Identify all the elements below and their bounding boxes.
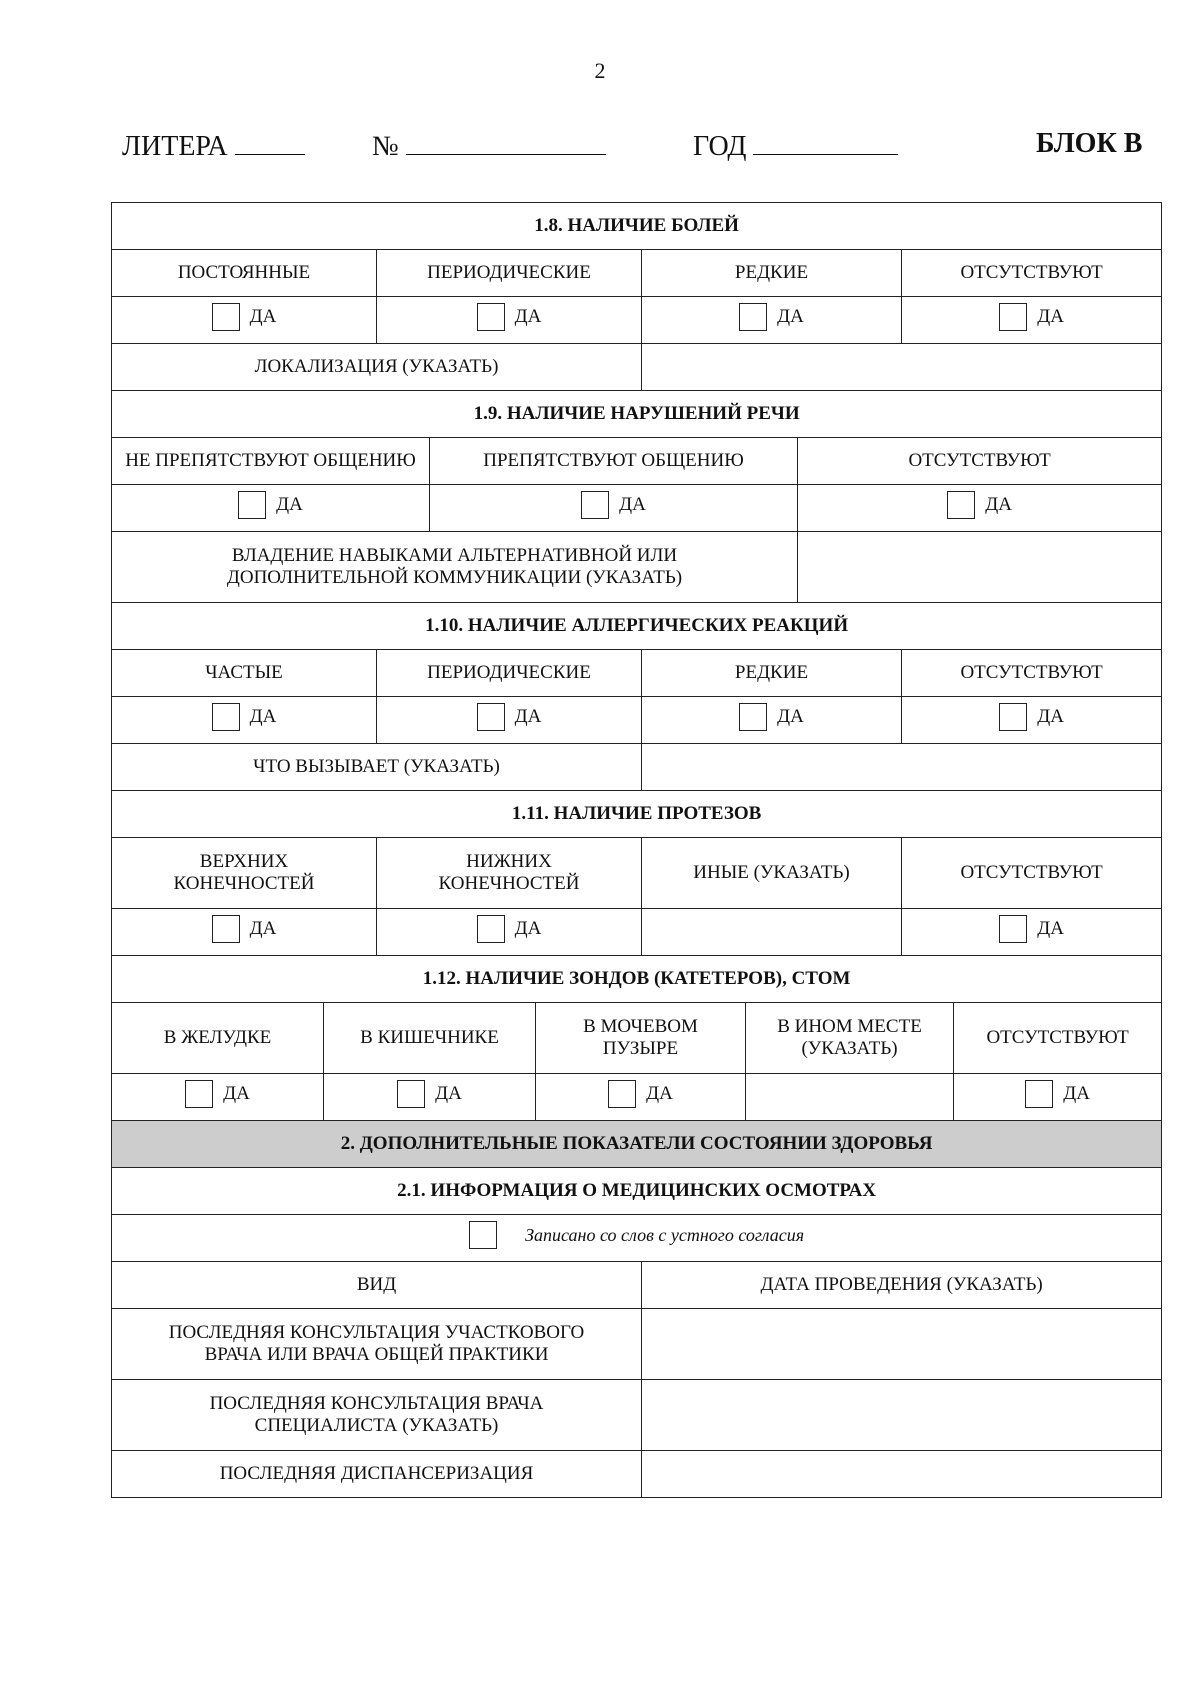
tube-bladder-line2: ПУЗЫРЕ [602,1038,679,1059]
pain-periodic-header: ПЕРИОДИЧЕСКИЕ [377,250,642,297]
pain-periodic-checkbox[interactable] [477,303,505,331]
pain-localization-label: ЛОКАЛИЗАЦИЯ (УКАЗАТЬ) [112,344,642,391]
tube-absent-header: ОТСУТСТВУЮТ [954,1003,1162,1074]
speech-not-hinder-checkbox[interactable] [238,491,266,519]
alt-communication-line1: ВЛАДЕНИЕ НАВЫКАМИ АЛЬТЕРНАТИВНОЙ ИЛИ [231,545,678,566]
tube-intestine-checkbox[interactable] [397,1080,425,1108]
tube-bladder-checkbox[interactable] [608,1080,636,1108]
tube-other-line1: В ИНОМ МЕСТЕ [777,1016,922,1037]
gp-consultation-date-input[interactable] [642,1309,1162,1380]
section-1-12-title: 1.12. НАЛИЧИЕ ЗОНДОВ (КАТЕТЕРОВ), СТОМ [112,956,1162,1003]
yes-label: ДА [619,494,646,515]
yes-label: ДА [249,306,277,327]
year-blank[interactable] [753,128,898,155]
prosthesis-lower-header [377,838,642,909]
yes-label: ДА [276,494,303,515]
gp-consultation-label [112,1309,642,1380]
section-2-1-title: 2.1. ИНФОРМАЦИЯ О МЕДИЦИНСКИХ ОСМОТРАХ [112,1168,1162,1215]
speech-absent-cell [798,485,1162,532]
tube-bladder-line1: В МОЧЕВОМ [583,1016,698,1037]
prosthesis-upper-header [112,838,377,909]
exam-date-header: ДАТА ПРОВЕДЕНИЯ (УКАЗАТЬ) [642,1262,1162,1309]
pain-constant-header: ПОСТОЯННЫЕ [112,250,377,297]
pain-absent-header: ОТСУТСТВУЮТ [902,250,1162,297]
yes-label: ДА [1037,306,1064,327]
consent-checkbox[interactable] [469,1221,497,1249]
yes-label: ДА [1037,706,1064,727]
tube-other-input[interactable] [746,1074,954,1121]
page-number: 2 [594,58,606,83]
allergy-cause-label: ЧТО ВЫЗЫВАЕТ (УКАЗАТЬ) [112,744,642,791]
tube-intestine-cell [324,1074,536,1121]
tube-stomach-cell [112,1074,324,1121]
pain-absent-checkbox[interactable] [999,303,1027,331]
speech-hinder-checkbox[interactable] [581,491,609,519]
prosthesis-upper-line1: ВЕРХНИХ [199,851,289,872]
prosthesis-upper-line2: КОНЕЧНОСТЕЙ [173,873,315,894]
litera-field[interactable] [122,128,305,163]
allergy-absent-cell [902,697,1162,744]
specialist-consultation-line2: СПЕЦИАЛИСТА (УКАЗАТЬ) [254,1415,499,1436]
pain-constant-checkbox[interactable] [212,303,240,331]
consent-row [112,1215,1162,1262]
yes-label: ДА [777,706,804,727]
tube-other-line2: (УКАЗАТЬ) [801,1038,898,1059]
section-1-11-title: 1.11. НАЛИЧИЕ ПРОТЕЗОВ [112,791,1162,838]
yes-label: ДА [514,918,542,939]
block-label: БЛОК В [1036,128,1143,159]
allergy-rare-checkbox[interactable] [739,703,767,731]
prosthesis-lower-cell [377,909,642,956]
prosthesis-lower-line2: КОНЕЧНОСТЕЙ [438,873,580,894]
yes-label: ДА [1037,918,1064,939]
specialist-consultation-line1: ПОСЛЕДНЯЯ КОНСУЛЬТАЦИЯ ВРАЧА [209,1393,544,1414]
yes-label: ДА [249,706,277,727]
prosthesis-upper-checkbox[interactable] [212,915,240,943]
prosthesis-absent-cell [902,909,1162,956]
yes-label: ДА [514,706,542,727]
tube-bladder-cell [536,1074,746,1121]
speech-absent-checkbox[interactable] [947,491,975,519]
pain-localization-input[interactable] [642,344,1162,391]
yes-label: ДА [514,306,542,327]
prosthesis-lower-checkbox[interactable] [477,915,505,943]
number-blank[interactable] [406,128,606,155]
prosthesis-absent-header: ОТСУТСТВУЮТ [902,838,1162,909]
yes-label: ДА [223,1083,250,1104]
speech-not-hinder-cell [112,485,430,532]
tube-bladder-header [536,1003,746,1074]
pain-rare-header: РЕДКИЕ [642,250,902,297]
tube-other-header [746,1003,954,1074]
exam-type-header: ВИД [112,1262,642,1309]
alt-communication-input[interactable] [798,532,1162,603]
pain-absent-cell [902,297,1162,344]
yes-label: ДА [646,1083,673,1104]
number-label: № [372,131,399,162]
section-1-8-title: 1.8. НАЛИЧИЕ БОЛЕЙ [112,203,1162,250]
speech-absent-header: ОТСУТСТВУЮТ [798,438,1162,485]
prosthesis-absent-checkbox[interactable] [999,915,1027,943]
tube-absent-checkbox[interactable] [1025,1080,1053,1108]
section-2-title: 2. ДОПОЛНИТЕЛЬНЫЕ ПОКАЗАТЕЛИ СОСТОЯНИИ ЗДОРОВЬЯ [112,1121,1162,1168]
allergy-rare-header: РЕДКИЕ [642,650,902,697]
speech-hinder-cell [430,485,798,532]
year-label: ГОД [693,131,747,162]
pain-periodic-cell [377,297,642,344]
allergy-frequent-cell [112,697,377,744]
allergy-absent-header: ОТСУТСТВУЮТ [902,650,1162,697]
dispensary-label: ПОСЛЕДНЯЯ ДИСПАНСЕРИЗАЦИЯ [112,1451,642,1498]
dispensary-date-input[interactable] [642,1451,1162,1498]
tube-absent-cell [954,1074,1162,1121]
prosthesis-other-input[interactable] [642,909,902,956]
specialist-consultation-date-input[interactable] [642,1380,1162,1451]
tube-stomach-checkbox[interactable] [185,1080,213,1108]
yes-label: ДА [985,494,1012,515]
yes-label: ДА [1063,1083,1090,1104]
speech-hinder-header: ПРЕПЯТСТВУЮТ ОБЩЕНИЮ [430,438,798,485]
prosthesis-other-header: ИНЫЕ (УКАЗАТЬ) [642,838,902,909]
prosthesis-upper-cell [112,909,377,956]
pain-rare-checkbox[interactable] [739,303,767,331]
year-field[interactable] [693,128,898,163]
yes-label: ДА [249,918,277,939]
speech-not-hinder-header: НЕ ПРЕПЯТСТВУЮТ ОБЩЕНИЮ [112,438,430,485]
yes-label: ДА [777,306,804,327]
yes-label: ДА [435,1083,462,1104]
allergy-cause-input[interactable] [642,744,1162,791]
pain-constant-cell [112,297,377,344]
section-1-10-title: 1.10. НАЛИЧИЕ АЛЛЕРГИЧЕСКИХ РЕАКЦИЙ [112,603,1162,650]
allergy-frequent-header: ЧАСТЫЕ [112,650,377,697]
alt-communication-label [112,532,798,603]
alt-communication-line2: ДОПОЛНИТЕЛЬНОЙ КОММУНИКАЦИИ (УКАЗАТЬ) [226,567,683,588]
gp-consultation-line2: ВРАЧА ИЛИ ВРАЧА ОБЩЕЙ ПРАКТИКИ [204,1344,549,1365]
allergy-rare-cell [642,697,902,744]
litera-label: ЛИТЕРА [122,131,228,162]
tube-stomach-header: В ЖЕЛУДКЕ [112,1003,324,1074]
gp-consultation-line1: ПОСЛЕДНЯЯ КОНСУЛЬТАЦИЯ УЧАСТКОВОГО [168,1322,585,1343]
allergy-periodic-checkbox[interactable] [477,703,505,731]
tube-intestine-header: В КИШЕЧНИКЕ [324,1003,536,1074]
allergy-frequent-checkbox[interactable] [212,703,240,731]
section-1-9-title: 1.9. НАЛИЧИЕ НАРУШЕНИЙ РЕЧИ [112,391,1162,438]
health-form-table [111,202,1162,1498]
allergy-absent-checkbox[interactable] [999,703,1027,731]
allergy-periodic-header: ПЕРИОДИЧЕСКИЕ [377,650,642,697]
litera-blank[interactable] [235,128,305,155]
consent-text: Записано со слов с устного согласия [525,1225,805,1245]
number-field[interactable] [372,128,606,163]
allergy-periodic-cell [377,697,642,744]
pain-rare-cell [642,297,902,344]
specialist-consultation-label [112,1380,642,1451]
prosthesis-lower-line1: НИЖНИХ [466,851,552,872]
